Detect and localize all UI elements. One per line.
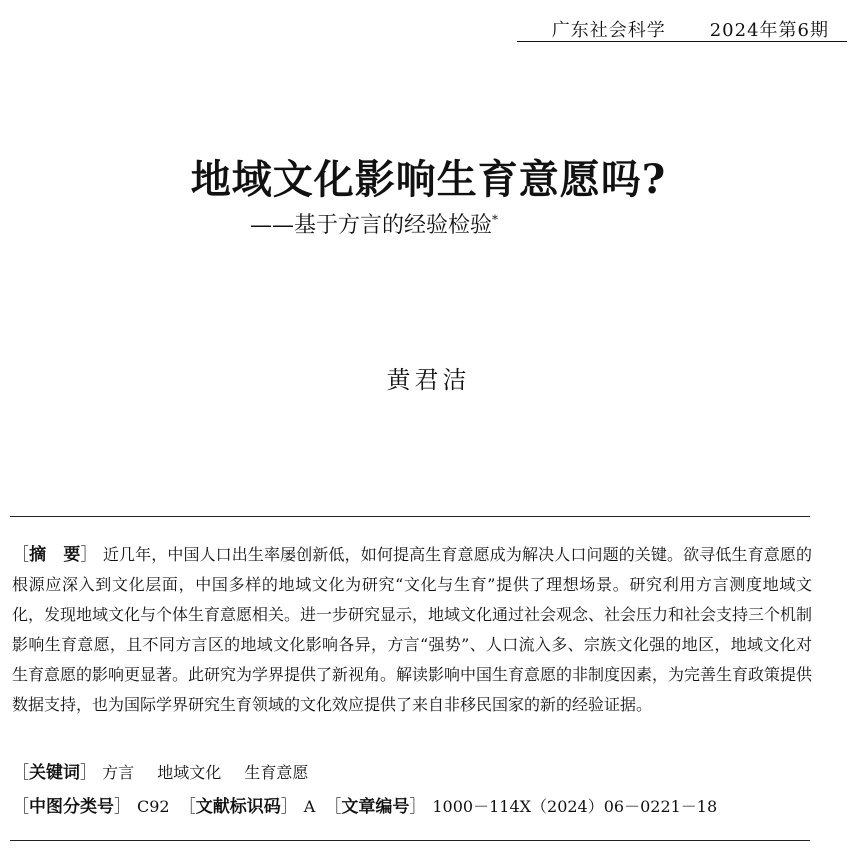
- clc-value: C92: [137, 797, 170, 816]
- running-header: [517, 16, 847, 42]
- keyword-item: 地域文化: [157, 763, 222, 782]
- doc-code-label: ［文献标识码］: [178, 797, 298, 817]
- article-number-value: 1000－114X（2024）06－0221－18: [432, 797, 718, 816]
- top-divider: [10, 516, 810, 517]
- article-title: 地域文化影响生育意愿吗?: [190, 156, 667, 203]
- article-number-label: ［文章编号］: [324, 797, 427, 817]
- abstract-text: 近几年，中国人口出生率屡创新低，如何提高生育意愿成为解决人口问题的关键。欲寻低生育意愿的根源应深入到文化层面，中国多样的地域文化为研究“文化与生育”提供了理想场景。研究利用方言测度地域文化，发现地域文化与个体生育意愿相关。进一步研究显示，地域文化通过社会观念、社会压力和社会支持三个机制影响生育意愿，且不同方言区的地域文化影响各异，方言“强势”、人口流入多、宗族文化强的地区，地域文化对生育意愿的影响更显著。此研究为学界提供了新视角。解读影响中国生育意愿的非制度因素，为完善生育政策提供数据支持，也为国际学界研究生育领域的文化效应提供了来自非移民国家的新的经验证据。: [12, 545, 813, 714]
- keywords-label-text: 关键词: [29, 763, 80, 783]
- subtitle-text: ——基于方言的经验检验: [250, 213, 493, 238]
- clc-label-text: 中图分类号: [29, 797, 114, 817]
- clc-label: ［中图分类号］: [12, 797, 131, 817]
- footnote-mark: *: [492, 212, 499, 227]
- bottom-divider: [10, 840, 810, 841]
- author-name: 黄君洁: [386, 366, 471, 394]
- issue-number: 2024年第6期: [709, 20, 829, 41]
- article-subtitle: [250, 208, 498, 239]
- abstract-block: [12, 540, 812, 720]
- abstract-label-text: 摘 要: [29, 545, 81, 565]
- doc-code-value: A: [303, 797, 316, 816]
- keyword-item: 方言: [102, 763, 135, 782]
- classification-row: [12, 794, 812, 820]
- keywords-label: ［关键词］: [12, 763, 97, 783]
- doc-code-label-text: 文献标识码: [195, 797, 281, 817]
- article-number-label-text: 文章编号: [341, 797, 410, 817]
- keyword-item: 生育意愿: [244, 763, 309, 782]
- journal-name: 广东社会科学: [551, 20, 666, 41]
- abstract-label: ［摘 要］: [12, 545, 98, 565]
- keywords-row: [12, 760, 812, 786]
